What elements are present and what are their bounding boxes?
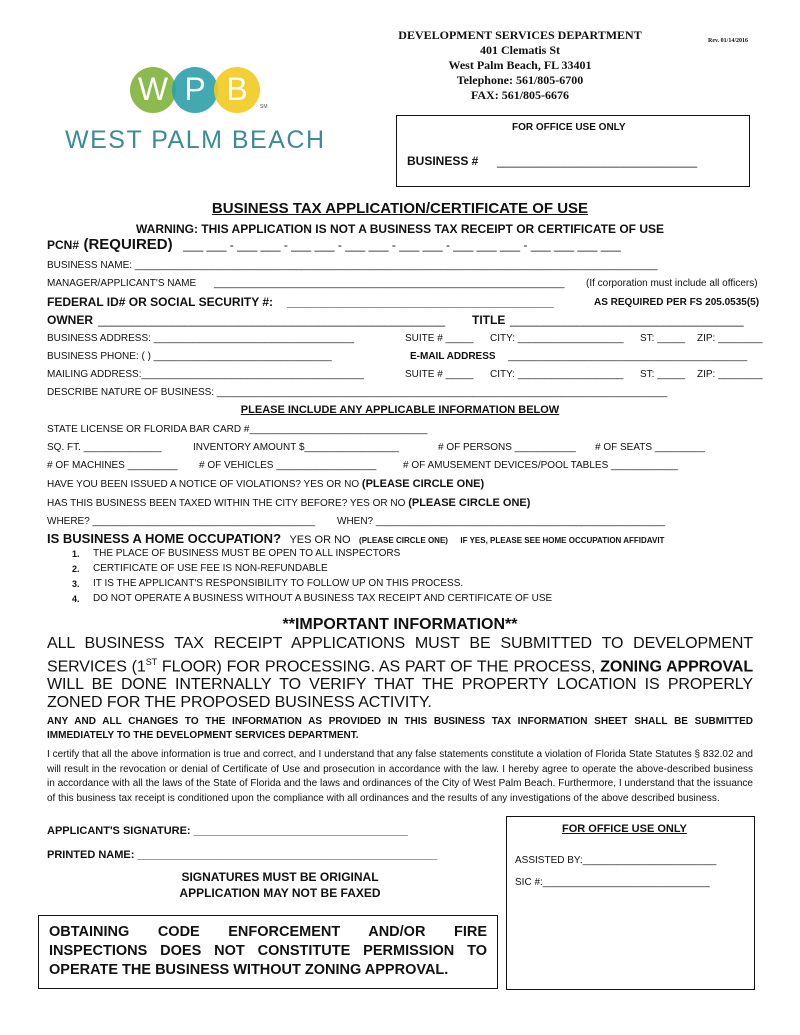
home-occupation-circle: (PLEASE CIRCLE ONE) (359, 536, 448, 545)
mailing-zip-field[interactable]: ZIP: ________ (697, 369, 763, 380)
sq-ft-field[interactable]: SQ. FT. ______________ (47, 442, 162, 453)
business-address-field[interactable]: BUSINESS ADDRESS: ____________________________________ (47, 333, 354, 344)
office-use-box-2 (506, 816, 755, 990)
dept-phone: Telephone: 561/805-6700 (456, 73, 584, 87)
sic-field[interactable]: SIC #:______________________________ (515, 877, 710, 888)
enforcement-box (38, 915, 498, 989)
pcn-required: (REQUIRED) (83, 236, 173, 253)
mailing-suite-field[interactable]: SUITE # _____ (405, 369, 474, 380)
home-item: DO NOT OPERATE A BUSINESS WITHOUT A BUSINESS TAX RECEIPT AND CERTIFICATE OF USE (93, 593, 553, 604)
owner-label: OWNER (47, 313, 93, 327)
pcn-field[interactable]: ___ ___ - ___ ___ - ___ ___ - ___ ___ - ___ ___ - ___ ___ ___ - ___ ___ ___ ___ (183, 238, 621, 252)
logo (60, 62, 330, 162)
assisted-by-field[interactable]: ASSISTED BY:________________________ (515, 855, 717, 866)
home-occupation-label: IS BUSINESS A HOME OCCUPATION? (47, 531, 282, 546)
office-use-title-2: FOR OFFICE USE ONLY (562, 823, 687, 835)
important-paragraph (47, 635, 753, 712)
page-title: BUSINESS TAX APPLICATION/CERTIFICATE OF USE (211, 200, 589, 217)
logo-letter-w: W (137, 71, 169, 107)
business-number-field[interactable]: ______________________________ (497, 154, 698, 168)
mailing-address-field[interactable]: MAILING ADDRESS:________________________________________ (47, 369, 364, 380)
business-name-field[interactable]: BUSINESS NAME: ______________________________________________________________________________________________ (47, 260, 658, 271)
email-label: E-MAIL ADDRESS (410, 351, 496, 362)
business-zip-field[interactable]: ZIP: ________ (697, 333, 763, 344)
vehicles-field[interactable]: # OF VEHICLES __________________ (199, 460, 377, 471)
dept-fax: FAX: 561/805-6676 (470, 88, 570, 102)
logo-letter-p: P (184, 71, 206, 107)
title-field[interactable]: ___________________________________ (510, 313, 744, 327)
mailing-city-field[interactable]: CITY: ___________________ (490, 369, 624, 380)
where-field[interactable]: WHERE? ________________________________________ (47, 516, 316, 527)
business-nature-field[interactable]: DESCRIBE NATURE OF BUSINESS: _________________________________________________________________________________ (47, 387, 668, 398)
business-phone-field[interactable]: BUSINESS PHONE: ( ) ________________________________ (47, 351, 332, 362)
important-sup: ST (145, 657, 158, 667)
federal-id-field[interactable]: ________________________________________ (287, 295, 554, 309)
logo-sm: SM (260, 104, 268, 110)
home-item-number: 1. (72, 549, 80, 559)
changes-notice: ANY AND ALL CHANGES TO THE INFORMATION AS PROVIDED IN THIS BUSINESS TAX INFORMATION SHEET SHALL BE SUBMITTED IMMEDIATELY TO THE DEVELOPMENT SERVICES DEPARTMENT. (47, 716, 753, 741)
home-item: CERTIFICATE OF USE FEE IS NON-REFUNDABLE (93, 563, 328, 574)
email-field[interactable]: ___________________________________________ (508, 351, 748, 362)
certification-text: I certify that all the above information is true and correct, and I understand that any false statements constitute a violation of Florida State Statutes § 832.02 and will result in the revocation or denial of Certificate of Use and prosecution in accordance with the law. I hereby agree to operate the above-described business in accordance with all the laws of the State of Florida and the laws and ordinances of the City of West Palm Beach. Furthermore, I understand that the issuance of this business tax receipt is conditioned upon the compliance with all ordinances and the results of any investigations of the above described business. (47, 749, 753, 804)
taxed-text: HAS THIS BUSINESS BEEN TAXED WITHIN THE CITY BEFORE? YES OR NO (47, 498, 409, 509)
home-item-number: 3. (72, 579, 80, 589)
manager-name-label: MANAGER/APPLICANT'S NAME (47, 278, 197, 289)
seats-field[interactable]: # OF SEATS _________ (595, 442, 705, 453)
taxed-circle: (PLEASE CIRCLE ONE) (408, 497, 531, 509)
violations-circle: (PLEASE CIRCLE ONE) (361, 478, 485, 490)
signatures-original: SIGNATURES MUST BE ORIGINAL (181, 870, 379, 884)
important-text-c: WILL BE DONE INTERNALLY TO VERIFY THAT THE PROPERTY LOCATION IS PROPERLY ZONED FOR THE PROPOSED BUSINESS ACTIVITY. (47, 676, 753, 712)
dept-address1: 401 Clematis St (480, 43, 560, 57)
important-title: **IMPORTANT INFORMATION** (282, 616, 518, 633)
violations-question (47, 478, 484, 490)
amusement-field[interactable]: # OF AMUSEMENT DEVICES/POOL TABLES ____________ (403, 460, 678, 471)
dept-address2: West Palm Beach, FL 33401 (448, 58, 592, 72)
printed-name-field[interactable]: PRINTED NAME: _________________________________________________ (47, 849, 438, 861)
warning-text: WARNING: THIS APPLICATION IS NOT A BUSINESS TAX RECEIPT OR CERTIFICATE OF USE (135, 222, 665, 236)
business-number-label: BUSINESS # (407, 154, 479, 168)
revision-date: Rev. 01/14/2016 (708, 38, 748, 44)
manager-note: (If corporation must include all officers) (586, 278, 758, 289)
business-state-field[interactable]: ST: _____ (640, 333, 686, 344)
dept-name: DEVELOPMENT SERVICES DEPARTMENT (398, 28, 642, 42)
department-header (340, 28, 700, 103)
applicant-signature-field[interactable]: APPLICANT'S SIGNATURE: ___________________________________ (47, 825, 408, 837)
important-text-b: FLOOR) FOR PROCESSING. AS PART OF THE PROCESS, (157, 658, 601, 676)
inventory-field[interactable]: INVENTORY AMOUNT $_________________ (193, 442, 400, 453)
when-field[interactable]: WHEN? ____________________________________________________ (337, 516, 666, 527)
state-license-field[interactable]: STATE LICENSE OR FLORIDA BAR CARD #________________________________ (47, 424, 428, 435)
logo-name: WEST PALM BEACH (65, 126, 326, 154)
violations-text: HAVE YOU BEEN ISSUED A NOTICE OF VIOLATIONS? YES OR NO (47, 479, 362, 490)
mailing-state-field[interactable]: ST: _____ (640, 369, 686, 380)
no-fax-notice: APPLICATION MAY NOT BE FAXED (179, 886, 381, 900)
machines-field[interactable]: # OF MACHINES _________ (47, 460, 178, 471)
home-item: IT IS THE APPLICANT'S RESPONSIBILITY TO FOLLOW UP ON THIS PROCESS. (93, 578, 464, 589)
persons-field[interactable]: # OF PERSONS ___________ (438, 442, 576, 453)
owner-field[interactable]: ____________________________________________________ (98, 313, 446, 327)
logo-letter-b: B (226, 71, 248, 107)
taxed-question (47, 497, 530, 509)
home-item-number: 2. (72, 564, 80, 574)
home-occupation-yesno[interactable]: YES OR NO (289, 534, 351, 546)
office-use-title: FOR OFFICE USE ONLY (512, 122, 626, 133)
important-text-a: ALL BUSINESS TAX RECEIPT APPLICATIONS MUST BE SUBMITTED TO DEVELOPMENT SERVICES (1 (47, 635, 753, 676)
federal-note: AS REQUIRED PER FS 205.0535(5) (594, 297, 760, 308)
manager-name-field[interactable]: _______________________________________________________________ (214, 278, 565, 289)
title-label: TITLE (472, 313, 506, 327)
home-occupation-affidavit: IF YES, PLEASE SEE HOME OCCUPATION AFFIDAVIT (460, 536, 665, 545)
home-item: THE PLACE OF BUSINESS MUST BE OPEN TO ALL INSPECTORS (93, 548, 401, 559)
federal-id-label: FEDERAL ID# OR SOCIAL SECURITY #: (47, 295, 274, 309)
home-occupation-row (47, 530, 664, 548)
enforcement-text: OBTAINING CODE ENFORCEMENT AND/OR FIRE INSPECTIONS DOES NOT CONSTITUTE PERMISSION TO OPERATE THE BUSINESS WITHOUT ZONING APPROVAL. (49, 924, 487, 978)
include-heading: PLEASE INCLUDE ANY APPLICABLE INFORMATION BELOW (240, 404, 560, 416)
business-city-field[interactable]: CITY: ___________________ (490, 333, 624, 344)
business-suite-field[interactable]: SUITE # _____ (405, 333, 474, 344)
pcn-row (47, 236, 621, 254)
office-use-box (396, 115, 750, 187)
pcn-label: PCN# (47, 238, 80, 252)
zoning-approval: ZONING APPROVAL (600, 658, 753, 676)
home-item-number: 4. (72, 594, 80, 604)
